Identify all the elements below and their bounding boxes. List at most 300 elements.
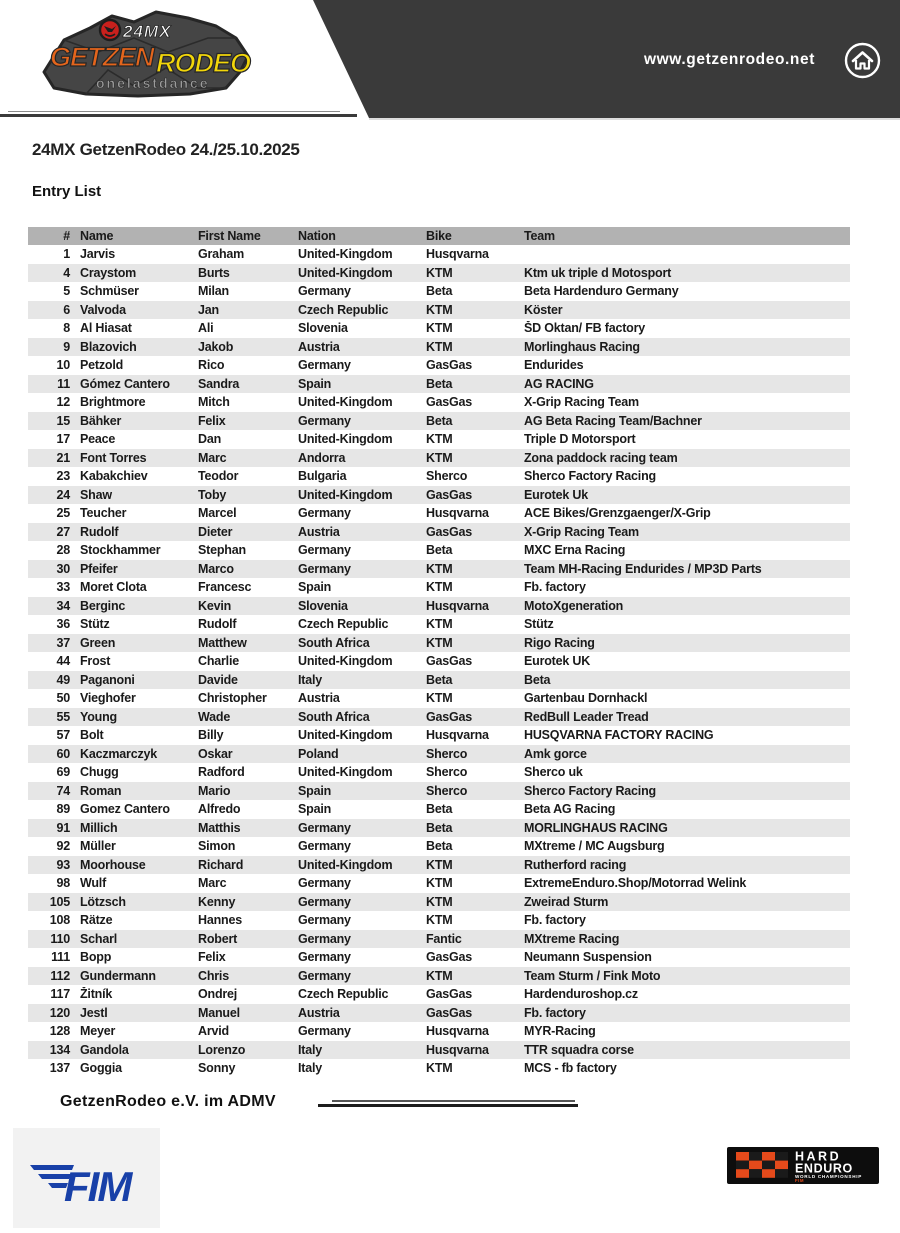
- entry-number: 11: [57, 376, 70, 391]
- rider-nation: Austria: [298, 1005, 340, 1020]
- rider-nation: Czech Republic: [298, 617, 389, 632]
- rider-nation: Italy: [298, 672, 323, 687]
- rider-last-name: Frost: [80, 654, 111, 669]
- rider-bike: Husqvarna: [426, 1024, 489, 1039]
- rider-first-name: Manuel: [198, 1005, 240, 1020]
- rider-bike: Husqvarna: [426, 598, 489, 613]
- rider-first-name: Dieter: [198, 524, 233, 539]
- rider-bike: KTM: [426, 913, 453, 928]
- rider-first-name: Mario: [198, 783, 231, 798]
- entry-number: 93: [56, 857, 70, 872]
- rider-last-name: Valvoda: [80, 302, 126, 317]
- checker-flag-icon: [736, 1152, 788, 1178]
- column-header: #: [63, 229, 70, 243]
- rider-last-name: Chugg: [80, 765, 119, 780]
- rider-team: Neumann Suspension: [524, 950, 652, 965]
- table-row: [28, 763, 850, 782]
- rider-team: MCS - fb factory: [524, 1061, 617, 1076]
- rider-nation: Germany: [298, 950, 351, 965]
- rider-first-name: Lorenzo: [198, 1042, 246, 1057]
- organizer-rule-thin: [332, 1100, 575, 1102]
- rider-nation: Bulgaria: [298, 469, 347, 484]
- rider-team: Eurotek Uk: [524, 487, 588, 502]
- rider-team: Triple D Motorsport: [524, 432, 636, 447]
- rider-last-name: Meyer: [80, 1024, 116, 1039]
- rider-nation: Italy: [298, 1042, 323, 1057]
- rider-last-name: Vieghofer: [80, 691, 136, 706]
- rider-team: X-Grip Racing Team: [524, 524, 639, 539]
- entry-number: 17: [56, 432, 70, 447]
- rider-bike: KTM: [426, 561, 453, 576]
- entry-number: 21: [56, 450, 70, 465]
- rider-team: MYR-Racing: [524, 1024, 596, 1039]
- rider-nation: Germany: [298, 894, 351, 909]
- rider-nation: Germany: [298, 839, 351, 854]
- page-subtitle: Entry List: [32, 183, 102, 200]
- home-icon[interactable]: [844, 42, 881, 79]
- entry-table: [28, 227, 850, 1078]
- rider-last-name: Moret Clota: [80, 580, 147, 595]
- rider-last-name: Kaczmarczyk: [80, 746, 158, 761]
- table-row: [28, 745, 850, 764]
- rider-bike: KTM: [426, 894, 453, 909]
- rider-first-name: Milan: [198, 284, 229, 299]
- table-row: [28, 578, 850, 597]
- rider-team: Zona paddock racing team: [524, 450, 678, 465]
- rider-first-name: Francesc: [198, 580, 252, 595]
- rider-bike: KTM: [426, 321, 453, 336]
- logo-word2: RODEO: [156, 48, 251, 78]
- rider-last-name: Font Torres: [80, 450, 147, 465]
- rider-last-name: Rudolf: [80, 524, 119, 539]
- rider-bike: GasGas: [426, 395, 473, 410]
- rider-last-name: Goggia: [80, 1061, 122, 1076]
- table-row: [28, 967, 850, 986]
- rider-first-name: Sandra: [198, 376, 240, 391]
- table-row: [28, 634, 850, 653]
- table-row: [28, 893, 850, 912]
- table-row: [28, 301, 850, 320]
- rider-last-name: Berginc: [80, 598, 126, 613]
- column-header: Nation: [298, 229, 336, 243]
- rider-first-name: Rico: [198, 358, 225, 373]
- entry-number: 137: [49, 1061, 70, 1076]
- rider-team: AG Beta Racing Team/Bachner: [524, 413, 702, 428]
- rider-team: Sherco Factory Racing: [524, 783, 656, 798]
- rider-bike: GasGas: [426, 654, 473, 669]
- rider-last-name: Stockhammer: [80, 543, 161, 558]
- table-row: [28, 449, 850, 468]
- rider-bike: GasGas: [426, 950, 473, 965]
- table-row: [28, 671, 850, 690]
- table-row: [28, 837, 850, 856]
- table-row: [28, 930, 850, 949]
- hewc-line4: FIM: [795, 1178, 805, 1184]
- hard-enduro-logo: [727, 1147, 879, 1184]
- rider-team: MXtreme / MC Augsburg: [524, 839, 665, 854]
- rider-team: ŠD Oktan/ FB factory: [524, 321, 646, 336]
- entry-number: 55: [56, 709, 70, 724]
- rider-team: Hardenduroshop.cz: [524, 987, 638, 1002]
- rider-nation: Austria: [298, 691, 340, 706]
- entry-number: 49: [56, 672, 70, 687]
- rider-last-name: Petzold: [80, 358, 124, 373]
- hewc-line2: ENDURO: [795, 1161, 853, 1176]
- rider-first-name: Rudolf: [198, 617, 237, 632]
- rider-nation: Spain: [298, 580, 332, 595]
- rider-bike: GasGas: [426, 1005, 473, 1020]
- rider-nation: Germany: [298, 931, 351, 946]
- rider-last-name: Bähker: [80, 413, 122, 428]
- table-row: [28, 856, 850, 875]
- rider-nation: Spain: [298, 783, 332, 798]
- rider-first-name: Radford: [198, 765, 245, 780]
- table-row: [28, 375, 850, 394]
- rider-first-name: Kevin: [198, 598, 232, 613]
- rider-team: Köster: [524, 302, 563, 317]
- table-row: [28, 467, 850, 486]
- rider-team: ExtremeEnduro.Shop/Motorrad Welink: [524, 876, 747, 891]
- rider-nation: Germany: [298, 413, 351, 428]
- rider-last-name: Craystom: [80, 265, 137, 280]
- logo-word1: GETZEN: [50, 42, 154, 72]
- rider-team: Sherco Factory Racing: [524, 469, 656, 484]
- entry-number: 134: [49, 1042, 70, 1057]
- rider-team: AG RACING: [524, 376, 594, 391]
- table-header-row: [28, 227, 850, 245]
- rider-bike: Husqvarna: [426, 506, 489, 521]
- table-row: [28, 652, 850, 671]
- rider-first-name: Charlie: [198, 654, 239, 669]
- rider-team: Sherco uk: [524, 765, 583, 780]
- rider-bike: Beta: [426, 543, 453, 558]
- rider-first-name: Stephan: [198, 543, 246, 558]
- rider-first-name: Chris: [198, 968, 229, 983]
- table-row: [28, 430, 850, 449]
- rider-last-name: Wulf: [80, 876, 107, 891]
- rider-last-name: Green: [80, 635, 116, 650]
- table-row: [28, 726, 850, 745]
- rider-first-name: Arvid: [198, 1024, 229, 1039]
- rider-bike: Beta: [426, 672, 453, 687]
- rider-bike: GasGas: [426, 709, 473, 724]
- rider-last-name: Gomez Cantero: [80, 802, 170, 817]
- entry-number: 108: [49, 913, 70, 928]
- rider-team: HUSQVARNA FACTORY RACING: [524, 728, 714, 743]
- column-header: First Name: [198, 229, 261, 243]
- table-row: [28, 560, 850, 579]
- rider-nation: Germany: [298, 913, 351, 928]
- rider-last-name: Žitník: [80, 987, 113, 1002]
- entry-number: 105: [49, 894, 70, 909]
- rider-team: Amk gorce: [524, 746, 587, 761]
- rider-nation: Czech Republic: [298, 987, 389, 1002]
- table-row: [28, 486, 850, 505]
- table-row: [28, 985, 850, 1004]
- table-row: [28, 597, 850, 616]
- rider-first-name: Simon: [198, 839, 236, 854]
- rider-first-name: Robert: [198, 931, 238, 946]
- rider-first-name: Alfredo: [198, 802, 241, 817]
- table-row: [28, 1059, 850, 1078]
- rider-nation: United-Kingdom: [298, 728, 393, 743]
- table-row: [28, 1041, 850, 1060]
- entry-number: 98: [56, 876, 70, 891]
- rider-last-name: Al Hiasat: [80, 321, 132, 336]
- rider-nation: Germany: [298, 561, 351, 576]
- rider-last-name: Shaw: [80, 487, 112, 502]
- rider-nation: United-Kingdom: [298, 765, 393, 780]
- rider-bike: KTM: [426, 432, 453, 447]
- rider-first-name: Oskar: [198, 746, 233, 761]
- entry-number: 117: [50, 987, 70, 1002]
- entry-number: 28: [56, 543, 70, 558]
- rider-first-name: Wade: [198, 709, 231, 724]
- rider-bike: KTM: [426, 635, 453, 650]
- getzenrodeo-logo: [38, 8, 258, 102]
- rider-first-name: Davide: [198, 672, 238, 687]
- entry-number: 128: [49, 1024, 70, 1039]
- rider-first-name: Graham: [198, 247, 245, 262]
- rider-bike: Beta: [426, 284, 453, 299]
- rider-team: Endurides: [524, 358, 584, 373]
- entry-number: 110: [50, 931, 70, 946]
- rider-bike: KTM: [426, 617, 453, 632]
- table-row: [28, 245, 850, 264]
- entry-number: 91: [56, 820, 70, 835]
- rider-nation: Germany: [298, 358, 351, 373]
- rider-last-name: Millich: [80, 820, 118, 835]
- rider-bike: KTM: [426, 450, 453, 465]
- rider-team: MORLINGHAUS RACING: [524, 820, 668, 835]
- rider-first-name: Jan: [198, 302, 219, 317]
- entry-number: 23: [56, 469, 70, 484]
- rider-bike: KTM: [426, 876, 453, 891]
- rider-last-name: Kabakchiev: [80, 469, 148, 484]
- table-row: [28, 319, 850, 338]
- entry-number: 92: [56, 839, 70, 854]
- table-row: [28, 1022, 850, 1041]
- rider-nation: Slovenia: [298, 321, 348, 336]
- entry-number: 74: [56, 783, 70, 798]
- entry-number: 57: [56, 728, 70, 743]
- rider-first-name: Marc: [198, 450, 227, 465]
- table-row: [28, 523, 850, 542]
- rider-last-name: Peace: [80, 432, 116, 447]
- entry-number: 4: [63, 265, 70, 280]
- rider-nation: Czech Republic: [298, 302, 389, 317]
- table-row: [28, 689, 850, 708]
- header-rule-thin: [8, 111, 340, 112]
- rider-nation: Poland: [298, 746, 339, 761]
- rider-last-name: Gandola: [80, 1042, 129, 1057]
- rider-last-name: Lötzsch: [80, 894, 126, 909]
- rider-team: Fb. factory: [524, 1005, 586, 1020]
- rider-nation: Germany: [298, 820, 351, 835]
- rider-bike: KTM: [426, 1061, 453, 1076]
- rider-bike: Husqvarna: [426, 247, 489, 262]
- table-row: [28, 874, 850, 893]
- rider-nation: United-Kingdom: [298, 857, 393, 872]
- table-row: [28, 338, 850, 357]
- rider-last-name: Gundermann: [80, 968, 156, 983]
- rider-first-name: Marc: [198, 876, 227, 891]
- logo-tagline: onelastdance: [96, 75, 210, 91]
- rider-bike: Sherco: [426, 469, 468, 484]
- rider-bike: KTM: [426, 857, 453, 872]
- rider-nation: United-Kingdom: [298, 487, 393, 502]
- rider-first-name: Burts: [198, 265, 230, 280]
- table-row: [28, 911, 850, 930]
- website-link[interactable]: www.getzenrodeo.net: [643, 51, 815, 68]
- rider-team: Beta AG Racing: [524, 802, 616, 817]
- entry-number: 69: [56, 765, 70, 780]
- rider-team: ACE Bikes/Grenzgaenger/X-Grip: [524, 506, 711, 521]
- entry-number: 60: [56, 746, 70, 761]
- entry-number: 44: [56, 654, 70, 669]
- rider-last-name: Müller: [80, 839, 116, 854]
- entry-number: 30: [56, 561, 70, 576]
- rider-team: Team MH-Racing Endurides / MP3D Parts: [524, 561, 762, 576]
- rider-last-name: Bopp: [80, 950, 112, 965]
- entry-number: 37: [56, 635, 70, 650]
- rider-first-name: Toby: [198, 487, 227, 502]
- rider-first-name: Sonny: [198, 1061, 236, 1076]
- column-header: Bike: [426, 229, 452, 243]
- rider-bike: Sherco: [426, 746, 468, 761]
- rider-team: Gartenbau Dornhackl: [524, 691, 648, 706]
- table-row: [28, 819, 850, 838]
- rider-team: Beta: [524, 672, 551, 687]
- table-row: [28, 708, 850, 727]
- rider-nation: Germany: [298, 876, 351, 891]
- entry-number: 111: [51, 950, 70, 965]
- entry-number: 34: [56, 598, 70, 613]
- entry-number: 89: [56, 802, 70, 817]
- rider-first-name: Felix: [198, 950, 226, 965]
- entry-number: 12: [56, 395, 70, 410]
- entry-number: 25: [56, 506, 70, 521]
- rider-last-name: Teucher: [80, 506, 127, 521]
- rider-bike: Beta: [426, 376, 453, 391]
- rider-team: Zweirad Sturm: [524, 894, 609, 909]
- rider-nation: Spain: [298, 376, 332, 391]
- rider-nation: Germany: [298, 1024, 351, 1039]
- rider-first-name: Richard: [198, 857, 244, 872]
- table-row: [28, 412, 850, 431]
- entry-number: 120: [49, 1005, 70, 1020]
- rider-team: Fb. factory: [524, 580, 586, 595]
- rider-bike: Sherco: [426, 765, 468, 780]
- table-row: [28, 782, 850, 801]
- entry-number: 6: [63, 302, 70, 317]
- rider-team: Ktm uk triple d Motosport: [524, 265, 672, 280]
- rider-nation: Germany: [298, 506, 351, 521]
- rider-nation: United-Kingdom: [298, 395, 393, 410]
- rider-last-name: Paganoni: [80, 672, 135, 687]
- rider-last-name: Rätze: [80, 913, 113, 928]
- rider-nation: Italy: [298, 1061, 323, 1076]
- rider-first-name: Jakob: [198, 339, 234, 354]
- rider-bike: Sherco: [426, 783, 468, 798]
- rider-nation: South Africa: [298, 709, 370, 724]
- rider-bike: KTM: [426, 302, 453, 317]
- page-title: 24MX GetzenRodeo 24./25.10.2025: [32, 140, 300, 159]
- entry-number: 8: [63, 321, 70, 336]
- rider-nation: Germany: [298, 284, 351, 299]
- rider-last-name: Jestl: [80, 1005, 108, 1020]
- rider-bike: Fantic: [426, 931, 462, 946]
- entry-number: 24: [56, 487, 70, 502]
- rider-first-name: Mitch: [198, 395, 230, 410]
- table-row: [28, 541, 850, 560]
- rider-last-name: Pfeifer: [80, 561, 118, 576]
- rider-first-name: Hannes: [198, 913, 242, 928]
- rider-team: Eurotek UK: [524, 654, 591, 669]
- column-header: Name: [80, 229, 114, 243]
- entry-number: 33: [56, 580, 70, 595]
- rider-first-name: Christopher: [198, 691, 267, 706]
- rider-first-name: Marco: [198, 561, 234, 576]
- rider-last-name: Roman: [80, 783, 122, 798]
- rider-team: X-Grip Racing Team: [524, 395, 639, 410]
- organizer-rule-thick: [318, 1104, 578, 1107]
- table-row: [28, 1004, 850, 1023]
- rider-nation: South Africa: [298, 635, 370, 650]
- rider-bike: Beta: [426, 802, 453, 817]
- table-row: [28, 504, 850, 523]
- rider-first-name: Ondrej: [198, 987, 238, 1002]
- entry-number: 10: [56, 358, 70, 373]
- entry-number: 9: [63, 339, 70, 354]
- table-row: [28, 264, 850, 283]
- rider-first-name: Marcel: [198, 506, 237, 521]
- rider-bike: GasGas: [426, 358, 473, 373]
- rider-first-name: Ali: [198, 321, 214, 336]
- rider-first-name: Matthew: [198, 635, 247, 650]
- rider-bike: Beta: [426, 839, 453, 854]
- entry-table-body: [28, 245, 850, 1078]
- rider-first-name: Felix: [198, 413, 226, 428]
- table-row: [28, 948, 850, 967]
- rider-last-name: Jarvis: [80, 247, 115, 262]
- rider-team: MXtreme Racing: [524, 931, 620, 946]
- rider-bike: GasGas: [426, 987, 473, 1002]
- rider-team: Rigo Racing: [524, 635, 595, 650]
- rider-last-name: Moorhouse: [80, 857, 146, 872]
- rider-team: Team Sturm / Fink Moto: [524, 968, 661, 983]
- entry-number: 36: [56, 617, 70, 632]
- rider-last-name: Bolt: [80, 728, 104, 743]
- rider-last-name: Stütz: [80, 617, 110, 632]
- header-band-shadow: [369, 118, 900, 120]
- rider-last-name: Schmüser: [80, 284, 139, 299]
- rider-last-name: Scharl: [80, 931, 118, 946]
- rider-last-name: Blazovich: [80, 339, 137, 354]
- rider-team: RedBull Leader Tread: [524, 709, 649, 724]
- table-row: [28, 356, 850, 375]
- rider-nation: Austria: [298, 524, 340, 539]
- table-row: [28, 615, 850, 634]
- rider-nation: United-Kingdom: [298, 432, 393, 447]
- rider-bike: Husqvarna: [426, 728, 489, 743]
- header-rule-thick: [0, 114, 357, 117]
- rider-bike: Beta: [426, 413, 453, 428]
- rider-team: Stütz: [524, 617, 554, 632]
- rider-nation: United-Kingdom: [298, 654, 393, 669]
- entry-number: 15: [56, 413, 70, 428]
- table-row: [28, 282, 850, 301]
